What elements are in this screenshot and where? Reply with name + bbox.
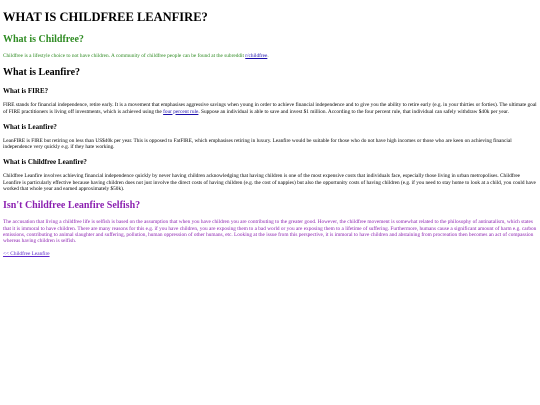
childfree-text-after: . — [267, 53, 269, 59]
selfish-paragraph: The accusation that living a childfree life is selfish is based on the assumption that when you have children you are contributing to the greater good. However, the childfree movement is somewhat related to the philosophy of antinatalism, which states that it is immoral to have children. There are many reasons for this e.g. if you have children, you are exposing them to a bad world or you are exposing them to a lifetime of suffering. Furthermore, humans cause a significant amount of harm e.g. carbon emissions, contributing to animal slaughter and suffering, pollution, human oppression of other humans, etc. Looking at the issue from this perspective, it is immoral to have children and abstaining from procreation then becomes an act of compassion whereas having children is selfish. — [3, 219, 537, 245]
back-link[interactable]: << Childfree Leanfire — [3, 250, 50, 257]
fire-text-before: FIRE stands for financial independence, retire early. It is a movement that emphasises aggressive savings when young in order to achieve financial independence and to give you the ability to retire early (e.g. in your thirties or forties). The ultimate goal of FIRE practitioners is living off investments, which is achieved using the — [3, 102, 537, 115]
childfree-text-before: Childfree is a lifestyle choice to not have children. A community of childfree people can be found at the subreddit — [3, 53, 246, 59]
subreddit-link[interactable]: r/childfree — [245, 53, 268, 59]
fire-heading: What is FIRE? — [3, 87, 49, 96]
fire-text-after: . Suppose an individual is able to save and invest $1 million. According to the four percent rule, that individual can safely withdraw $40k per year. — [198, 108, 509, 115]
leanfire-def-heading: What is Leanfire? — [3, 122, 57, 131]
footer — [3, 251, 537, 257]
leanfire-section — [3, 67, 537, 192]
leanfire-heading: What is Leanfire? — [3, 67, 81, 79]
childfree-leanfire-paragraph: Childfree Leanfire involves achieving financial independence quickly by never having children acknowledging that having children is one of the most expensive costs that individuals face, especially those living in urban metropolises. Childfree Leanfire is particularly effective because having children does not just involve the direct costs of having children (e.g. the cost of nappies) but also the opportunity costs of having children (e.g. if you need to stay home to look at a child, you could have worked that whole year and earned approximately $50k). — [3, 173, 536, 193]
page-title: WHAT IS CHILDFREE LEANFIRE? — [3, 10, 208, 24]
leanfire-def-paragraph: LeanFIRE is FIRE but retiring on less than US$40k per year. This is opposed to FatFIRE, which emphasises retiring in luxury. Leanfire would be suitable for those who do not have high incomes or those who are keen on achieving financial independence very quickly e.g. if they hate working. — [3, 137, 512, 151]
selfish-section — [3, 200, 537, 244]
fire-paragraph — [3, 102, 537, 115]
selfish-heading: Isn't Childfree Leanfire Selfish? — [3, 200, 141, 212]
childfree-section — [3, 34, 537, 59]
four-percent-rule-link[interactable]: four percent rule — [163, 108, 199, 115]
childfree-leanfire-heading: What is Childfree Leanfire? — [3, 158, 87, 167]
childfree-paragraph — [3, 53, 537, 59]
childfree-heading: What is Childfree? — [3, 34, 84, 45]
